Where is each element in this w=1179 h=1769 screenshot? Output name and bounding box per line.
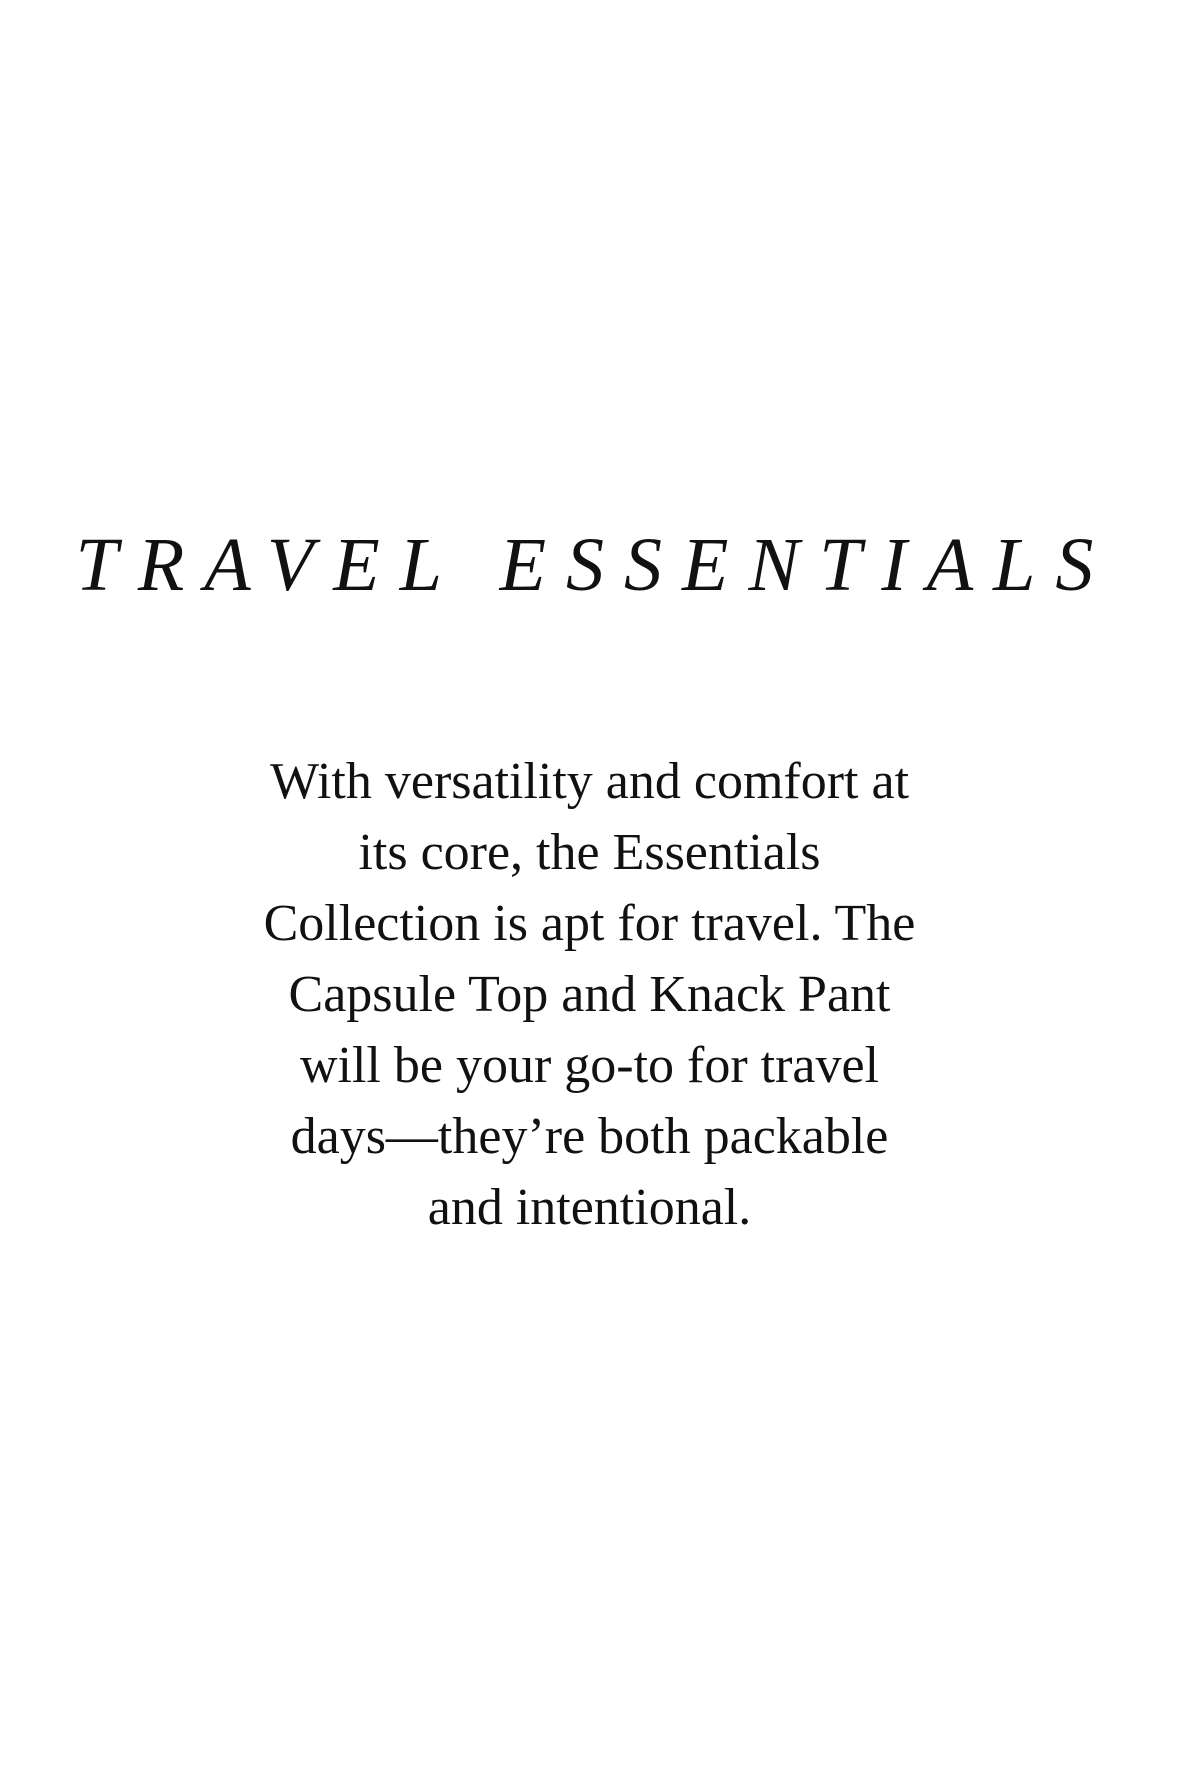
description-line: Capsule Top and Knack Pant: [288, 966, 891, 1023]
page-title: TRAVEL ESSENTIALS: [75, 523, 1114, 607]
description-paragraph: [150, 746, 1029, 1243]
description-line: will be your go-to for travel: [299, 1037, 880, 1094]
description-line: With versatility and comfort at: [269, 753, 910, 810]
description-line: its core, the Essentials: [358, 824, 821, 881]
description-line: Collection is apt for travel. The: [263, 895, 916, 952]
description-line: and intentional.: [427, 1179, 752, 1236]
description-line: days—they’re both packable: [290, 1108, 889, 1165]
